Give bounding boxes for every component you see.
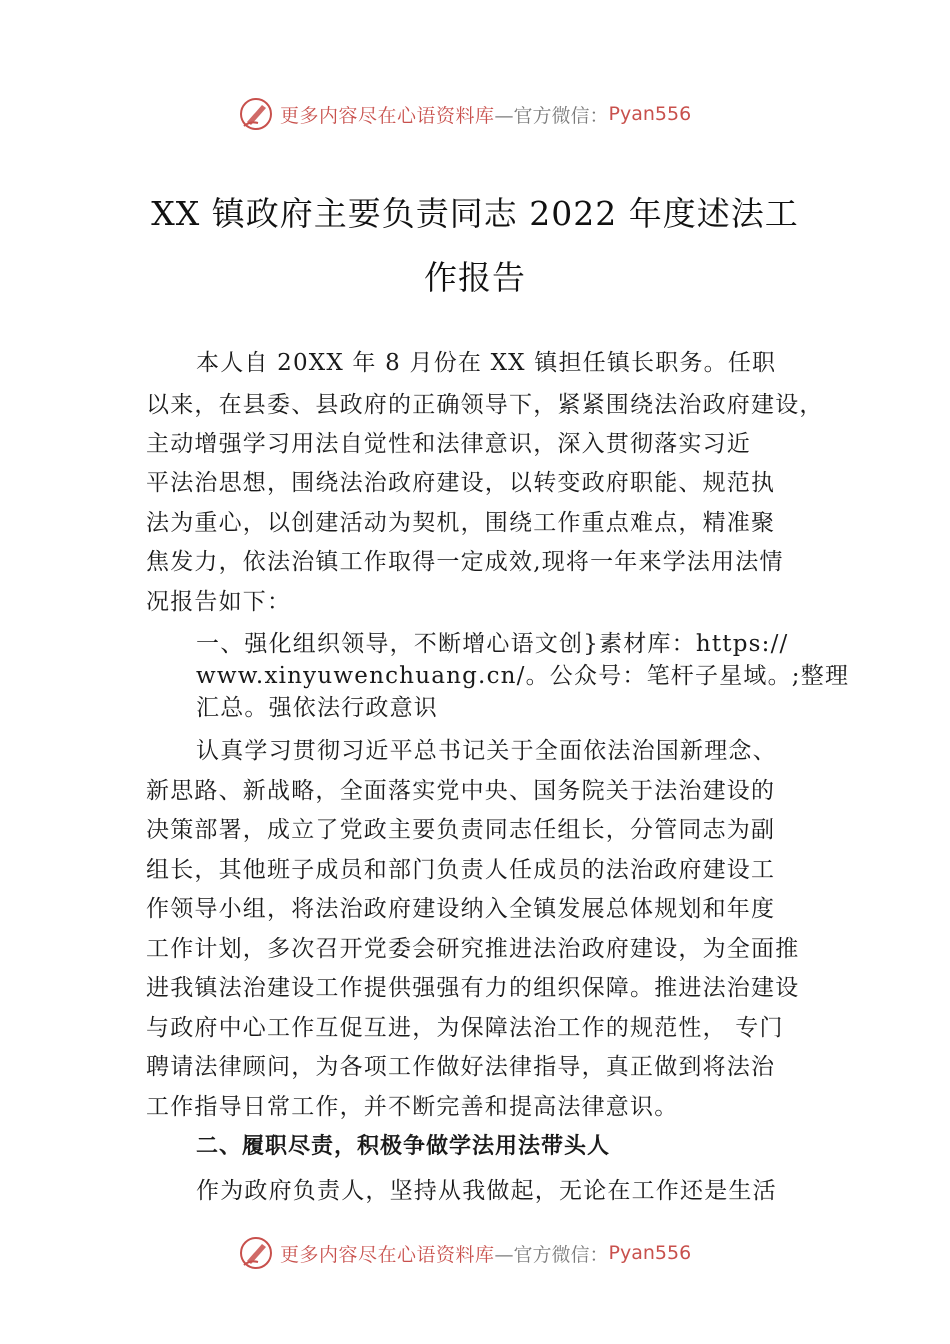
paragraph-line: 主动增强学习用法自觉性和法律意识，深入贯彻落实习近 [146,431,751,457]
watermark-separator: —官方微信： [494,1243,609,1266]
paragraph-line: 聘请法律顾问，为各项工作做好法律指导，真正做到将法治 [146,1054,776,1080]
document-title-line-1: XX 镇政府主要负责同志 2022 年度述法工 [151,194,799,233]
paragraph-line: 况报告如下： [146,589,292,615]
paragraph-line: 平法治思想，围绕法治政府建设，以转变政府职能、规范执 [146,470,776,496]
pen-logo-icon [238,1235,274,1271]
paragraph-line: 工作计划，多次召开党委会研究推进法治政府建设，为全面推 [146,936,800,962]
paragraph-line: 作为政府负责人，坚持从我做起，无论在工作还是生活 [196,1178,777,1204]
paragraph-line: 与政府中心工作互促互进，为保障法治工作的规范性， 专门 [146,1015,784,1041]
paragraph-line: 法为重心，以创建活动为契机，围绕工作重点难点，精准聚 [146,510,776,536]
paragraph-line: 进我镇法治建设工作提供强强有力的组织保障。推进法治建设 [146,975,800,1001]
section-heading-line: 一、强化组织领导，不断增心语文创}素材库：https:// [196,631,789,657]
paragraph-line: 新思路、新战略，全面落实党中央、国务院关于法治建设的 [146,778,776,804]
section-heading-2: 二、履职尽责，积极争做学法用法带头人 [196,1134,611,1159]
section-heading-line: www.xinyuwenchuang.cn/。公众号：笔杆子星域。;整理 [196,663,850,689]
paragraph-line: 组长，其他班子成员和部门负责人任成员的法治政府建设工 [146,857,776,883]
section-heading-line: 汇总。强依法行政意识 [196,695,438,721]
footer-watermark [238,1234,691,1272]
watermark-account: Pyan556 [608,103,692,125]
document-title-line-2: 作报告 [424,258,526,297]
watermark-separator: —官方微信： [494,104,609,127]
watermark-account: Pyan556 [608,1242,692,1264]
watermark-text: 更多内容尽在心语资料库 [280,104,495,127]
pen-logo-icon [238,96,274,132]
paragraph-line: 本人自 20XX 年 8 月份在 XX 镇担任镇长职务。任职 [196,350,777,376]
paragraph-line: 作领导小组，将法治政府建设纳入全镇发展总体规划和年度 [146,896,776,922]
paragraph-line: 决策部署，成立了党政主要负责同志任组长，分管同志为副 [146,817,776,843]
paragraph-line: 认真学习贯彻习近平总书记关于全面依法治国新理念、 [196,738,777,764]
header-watermark [238,95,691,133]
paragraph-line: 工作指导日常工作，并不断完善和提高法律意识。 [146,1094,679,1120]
paragraph-line: 焦发力，依法治镇工作取得一定成效,现将一年来学法用法情 [146,549,784,575]
paragraph-line: 以来，在县委、县政府的正确领导下，紧紧围绕法治政府建设， [146,392,824,418]
watermark-text: 更多内容尽在心语资料库 [280,1243,495,1266]
